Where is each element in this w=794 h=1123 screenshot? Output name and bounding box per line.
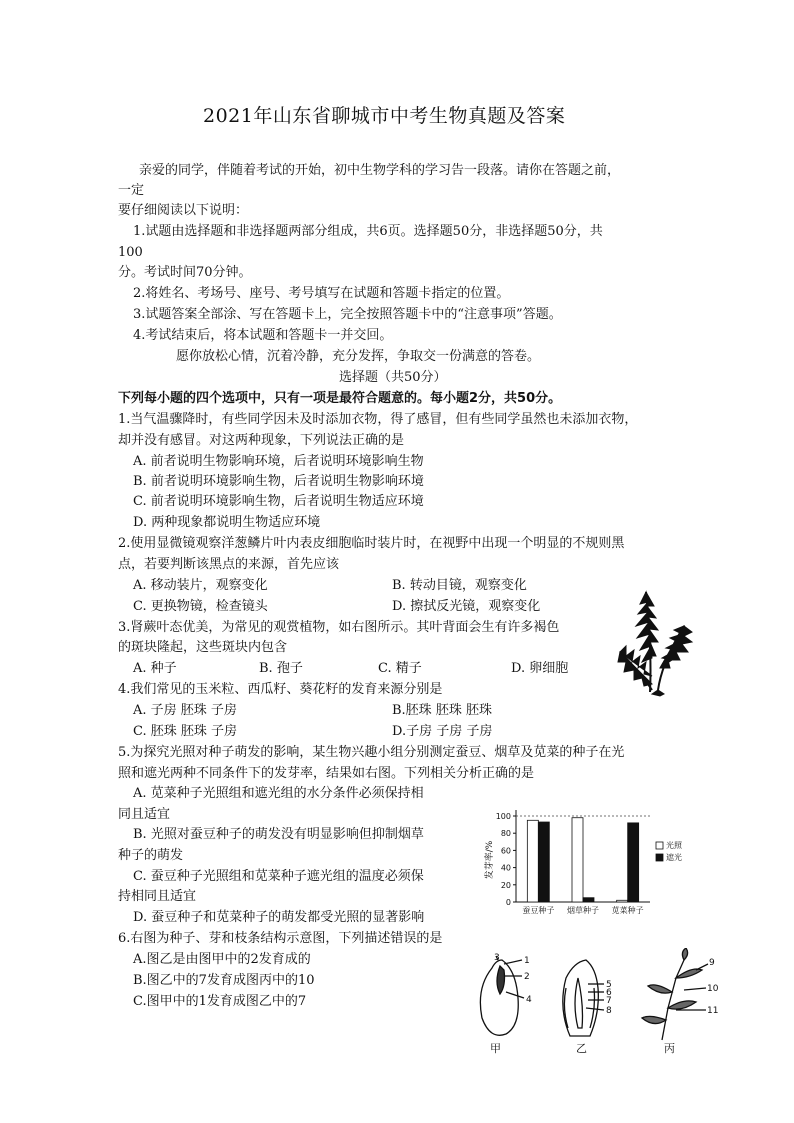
bar-dark (583, 898, 594, 902)
germination-bar-chart (480, 804, 712, 920)
bar-light (617, 900, 628, 902)
y-axis-label: 发芽率/% (485, 840, 495, 880)
intro-wish: 愿你放松心情，沉着冷静，充分发挥，争取交一份满意的答卷。 (176, 349, 541, 364)
q2-option-c: C. 更换物镜，检查镜头 (133, 599, 268, 614)
q5-option-c: C. 蚕豆种子光照组和苋菜种子遮光组的温度必须保 (133, 869, 424, 884)
legend-swatch (656, 854, 663, 861)
q2-stem: 点，若要判断该黑点的来源，首先应该 (118, 557, 340, 572)
intro-item: 3.试题答案全部涂、写在答题卡上，完全按照答题卡中的“注意事项”答题。 (133, 307, 562, 322)
page-title: 2021年山东省聊城市中考生物真题及答案 (203, 105, 566, 127)
q5-option-c: 持相同且适宜 (118, 889, 197, 904)
q5-option-d: D. 蚕豆种子和苋菜种子的萌发都受光照的显著影响 (133, 910, 425, 925)
q4-stem: 4.我们常见的玉米粒、西瓜籽、葵花籽的发育来源分别是 (118, 682, 443, 697)
q6-stem: 6.右图为种子、芽和枝条结构示意图，下列描述错误的是 (118, 931, 443, 946)
q5-option-a: 同且适宜 (118, 807, 171, 822)
q4-option-c: C. 胚珠 胚珠 子房 (133, 724, 238, 739)
intro-item: 4.考试结束后，将本试题和答题卡一并交回。 (133, 328, 393, 343)
fig-label: 3 (494, 953, 500, 963)
y-tick-label: 60 (500, 846, 511, 856)
q2-option-b: B. 转动目镜，观察变化 (392, 578, 527, 593)
fig-label: 9 (709, 958, 715, 968)
fern-figure (612, 582, 704, 700)
q6-option-c: C.图甲中的1发育成图乙中的7 (133, 994, 307, 1009)
q1-stem: 却并没有感冒。对这两种现象，下列说法正确的是 (118, 433, 405, 448)
y-tick-label: 40 (500, 863, 511, 873)
q5-option-a: A. 苋菜种子光照组和遮光组的水分条件必须保持相 (133, 786, 424, 801)
q4-option-b: B.胚珠 胚珠 胚珠 (392, 703, 492, 718)
seed-embryo (497, 966, 505, 994)
q3-stem: 的斑块隆起，这些斑块内包含 (118, 640, 288, 655)
fig-caption: 丙 (664, 1042, 675, 1055)
fig-caption: 甲 (490, 1042, 501, 1055)
y-tick-label: 0 (505, 898, 511, 907)
x-tick-label: 苋菜种子 (611, 906, 644, 915)
q5-option-b: B. 光照对蚕豆种子的萌发没有明显影响但抑制烟草 (133, 827, 424, 842)
legend-label: 遮光 (666, 853, 682, 862)
q1-option-b: B. 前者说明环境影响生物，后者说明生物影响环境 (133, 474, 424, 489)
intro-item: 分。考试时间70分钟。 (118, 265, 252, 280)
section-title: 选择题（共50分） (339, 370, 447, 385)
intro-line: 亲爱的同学，伴随着考试的开始，初中生物学科的学习告一段落。请你在答题之前， (139, 163, 621, 178)
bud-outline (563, 960, 599, 1036)
q4-option-d: D.子房 子房 子房 (392, 724, 493, 739)
intro-item: 100 (118, 245, 143, 260)
q5-stem: 5.为探究光照对种子萌发的影响，某生物兴趣小组分别测定蚕豆、烟草及苋菜的种子在光 (118, 745, 625, 760)
bar-light (527, 820, 538, 902)
q3-option-b: B. 孢子 (259, 661, 303, 676)
q5-stem: 照和遮光两种不同条件下的发芽率，结果如右图。下列相关分析正确的是 (118, 766, 535, 781)
q1-stem: 1.当气温骤降时，有些同学因未及时添加衣物，得了感冒，但有些同学虽然也未添加衣物， (118, 412, 638, 427)
q3-option-a: A. 种子 (133, 661, 177, 676)
seed-bud-branch-figure (470, 948, 720, 1056)
bar-light (572, 818, 583, 902)
y-tick-label: 20 (500, 880, 511, 890)
y-tick-label: 100 (495, 812, 511, 821)
x-tick-label: 蚕豆种子 (522, 906, 555, 915)
fig-caption: 乙 (576, 1042, 587, 1055)
section-instruction: 下列每小题的四个选项中，只有一项是最符合题意的。每小题2分，共50分。 (118, 391, 562, 406)
q2-stem: 2.使用显微镜观察洋葱鳞片叶内表皮细胞临时装片时，在视野中出现一个明显的不规则黑 (118, 536, 625, 551)
fig-label: 10 (707, 984, 719, 994)
fig-label: 6 (606, 988, 612, 998)
fig-label: 8 (606, 1006, 612, 1016)
intro-line: 一定 (118, 183, 145, 198)
q4-option-a: A. 子房 胚珠 子房 (133, 703, 237, 718)
fig-label: 1 (524, 956, 530, 966)
fig-label: 5 (606, 980, 612, 990)
q1-option-c: C. 前者说明环境影响生物，后者说明生物适应环境 (133, 494, 424, 509)
q2-option-a: A. 移动装片，观察变化 (133, 578, 268, 593)
y-tick-label: 80 (500, 829, 511, 839)
intro-item: 1.试题由选择题和非选择题两部分组成，共6页。选择题50分，非选择题50分，共 (133, 224, 603, 239)
fig-label: 4 (526, 995, 532, 1005)
intro-item: 2.将姓名、考场号、座号、考号填写在试题和答题卡指定的位置。 (133, 286, 510, 301)
q6-option-b: B.图乙中的7发育成图丙中的10 (133, 973, 315, 988)
q2-option-d: D. 擦拭反光镜，观察变化 (392, 599, 541, 614)
x-tick-label: 烟草种子 (567, 906, 599, 915)
fig-label: 11 (707, 1006, 719, 1016)
legend-swatch (656, 842, 663, 849)
branch-stem (662, 960, 684, 1040)
intro-line: 要仔细阅读以下说明： (118, 203, 249, 218)
q6-option-a: A.图乙是由图甲中的2发育成的 (133, 952, 311, 967)
q1-option-d: D. 两种现象都说明生物适应环境 (133, 515, 321, 530)
bar-dark (628, 823, 639, 902)
q3-option-c: C. 精子 (378, 661, 422, 676)
fig-label: 2 (524, 972, 530, 982)
legend-label: 光照 (666, 841, 682, 850)
bar-dark (538, 822, 549, 902)
q3-option-d: D. 卵细胞 (511, 661, 569, 676)
q5-option-b: 种子的萌发 (118, 848, 184, 863)
q1-option-a: A. 前者说明生物影响环境，后者说明环境影响生物 (133, 454, 424, 469)
q3-stem: 3.肾蕨叶态优美，为常见的观赏植物，如右图所示。其叶背面会生有许多褐色 (118, 620, 560, 635)
fig-label: 7 (606, 996, 612, 1006)
